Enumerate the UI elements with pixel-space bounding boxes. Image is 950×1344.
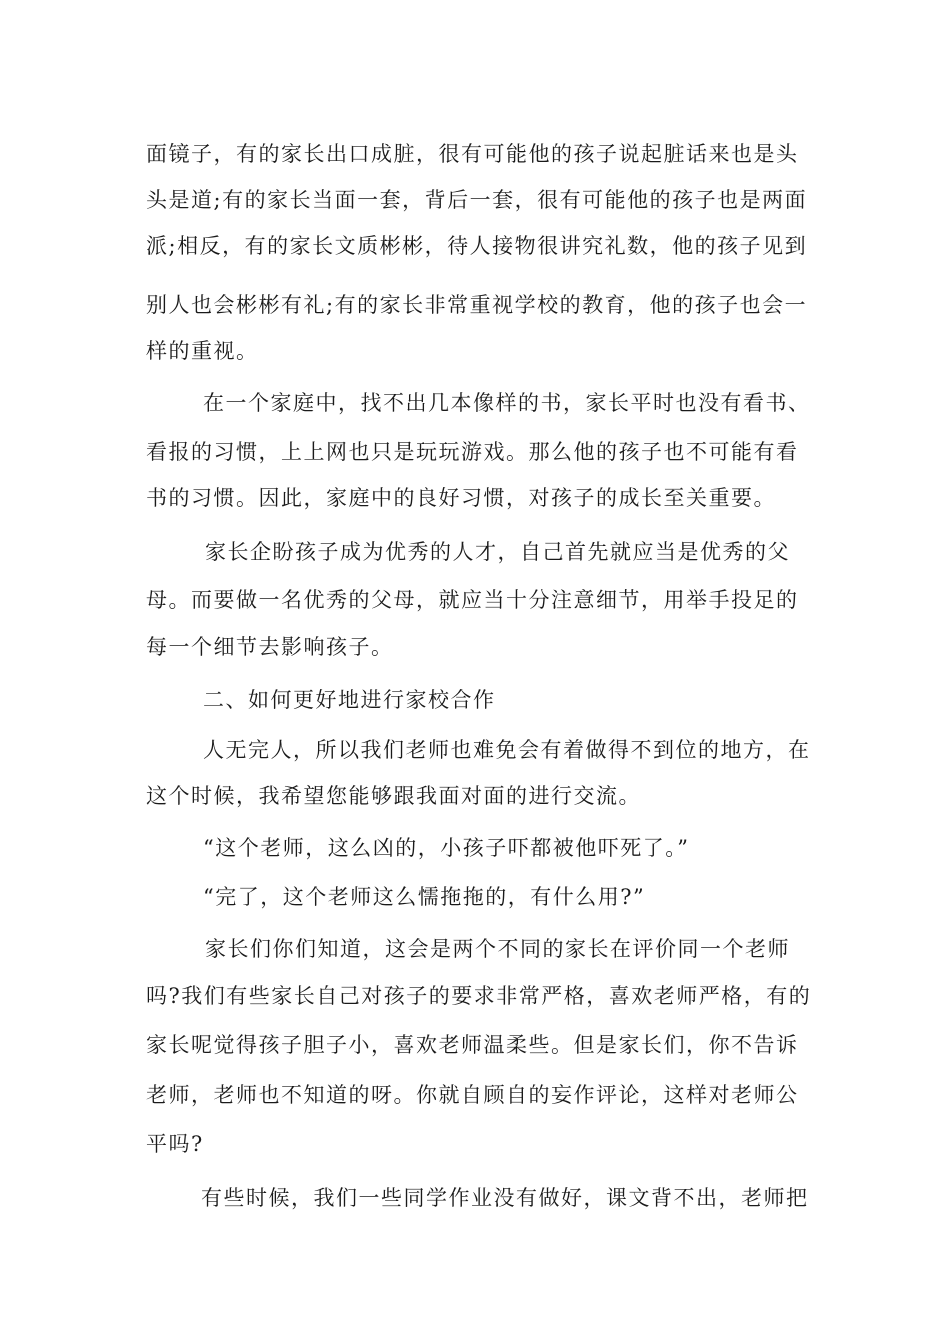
text-line: 样的重视。 [146,339,259,363]
text-line: 看报的习惯，上上网也只是玩玩游戏。那么他的孩子也不可能有看 [146,440,799,464]
text-line: 平吗? [146,1132,204,1156]
text-line: 每一个细节去影响孩子。 [146,635,394,659]
text-line: 书的习惯。因此，家庭中的良好习惯，对孩子的成长至关重要。 [146,486,776,510]
text-line: 老师，老师也不知道的呀。你就自顾自的妄作评论，这样对老师公 [146,1083,799,1107]
paragraph-start-line: 家长们你们知道，这会是两个不同的家长在评价同一个老师 [205,937,790,961]
text-line: 别人也会彬彬有礼;有的家长非常重视学校的教育，他的孩子也会一 [146,293,808,317]
quote-line: “这个老师，这么凶的，小孩子吓都被他吓死了。” [203,836,690,860]
text-line: 派;相反，有的家长文质彬彬，待人接物很讲究礼数，他的孩子见到 [146,234,808,258]
paragraph-start-line: 家长企盼孩子成为优秀的人才，自己首先就应当是优秀的父 [205,540,790,564]
text-line: 家长呢觉得孩子胆子小，喜欢老师温柔些。但是家长们，你不告诉 [146,1033,799,1057]
text-line: 吗?我们有些家长自己对孩子的要求非常严格，喜欢老师严格，有的 [146,984,812,1008]
paragraph-start-line: 在一个家庭中，找不出几本像样的书，家长平时也没有看书、 [203,391,811,415]
paragraph-start-line: 人无完人，所以我们老师也难免会有着做得不到位的地方，在 [203,738,811,762]
text-line: 面镜子，有的家长出口成脏，很有可能他的孩子说起脏话来也是头 [146,142,799,166]
text-line: 这个时候，我希望您能够跟我面对面的进行交流。 [146,784,641,808]
paragraph-start-line: 有些时候，我们一些同学作业没有做好，课文背不出，老师把 [201,1186,809,1210]
section-heading: 二、如何更好地进行家校合作 [203,688,496,712]
text-line: 头是道;有的家长当面一套，背后一套，很有可能他的孩子也是两面 [146,188,808,212]
quote-line: “完了，这个老师这么懦拖拖的，有什么用?” [203,885,646,909]
text-line: 母。而要做一名优秀的父母，就应当十分注意细节，用举手投足的 [146,588,799,612]
